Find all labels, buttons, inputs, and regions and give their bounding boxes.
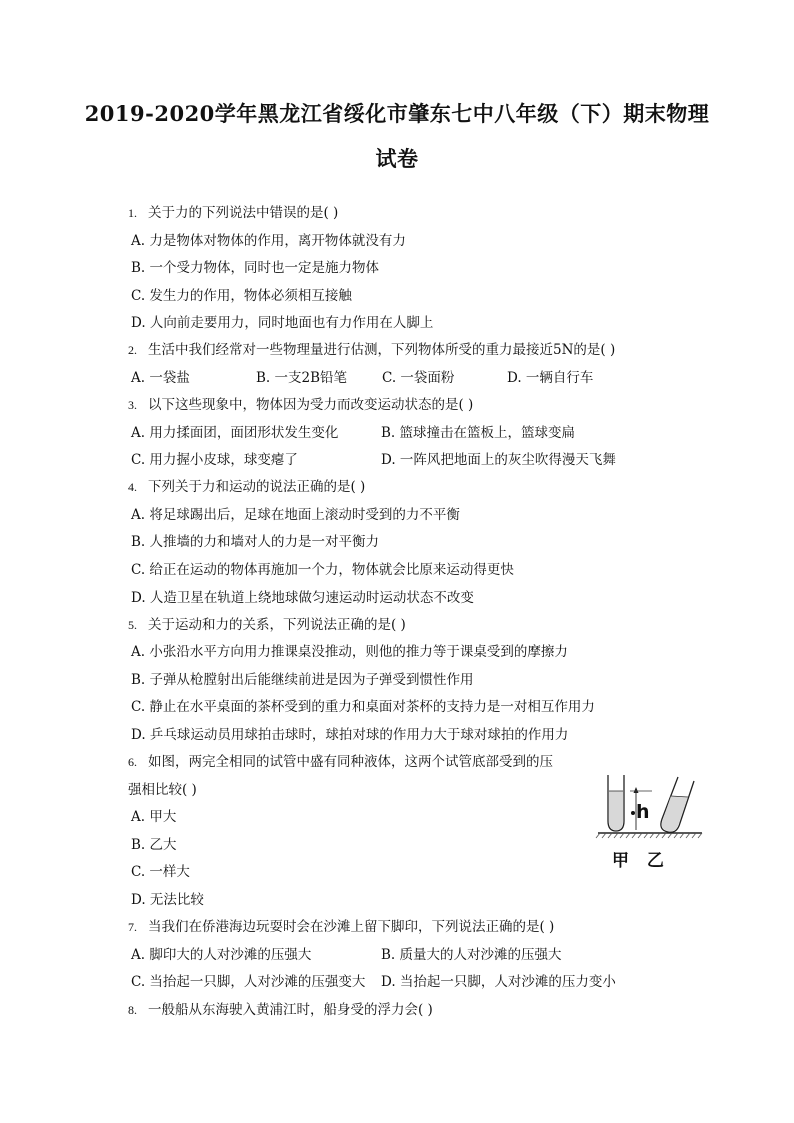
page-title-line2: 试卷	[375, 146, 419, 171]
option-3b: B. 篮球撞击在篮板上，篮球变扁	[381, 425, 576, 441]
option-7a: A. 脚印大的人对沙滩的压强大	[131, 947, 312, 963]
question-number: 8.	[128, 1003, 137, 1017]
height-label: h	[636, 801, 650, 823]
question-7-stem	[128, 918, 554, 936]
question-2-stem	[128, 341, 615, 359]
question-1-stem	[128, 204, 338, 222]
option-1d: D. 人向前走要用力，同时地面也有力作用在人脚上	[131, 315, 434, 331]
question-text: 生活中我们经常对一些物理量进行估测，下列物体所受的重力最接近5N的是( )	[148, 342, 616, 358]
option-7c: C. 当抬起一只脚，人对沙滩的压强变大	[131, 974, 366, 990]
option-2d: D. 一辆自行车	[507, 370, 594, 386]
option-2a: A. 一袋盐	[131, 370, 190, 386]
question-text: 下列关于力和运动的说法正确的是( )	[148, 479, 366, 495]
question-number: 5.	[128, 618, 137, 632]
question-text: 以下这些现象中，物体因为受力而改变运动状态的是( )	[148, 397, 474, 413]
question-6-stem-cont: 强相比较( )	[128, 782, 197, 798]
question-3-stem	[128, 396, 473, 414]
question-text: 关于力的下列说法中错误的是( )	[148, 205, 339, 221]
option-1a: A. 力是物体对物体的作用，离开物体就没有力	[131, 233, 406, 249]
question-number: 1.	[128, 206, 137, 220]
question-5-stem	[128, 616, 406, 634]
option-5c: C. 静止在水平桌面的茶杯受到的重力和桌面对茶杯的支持力是一对相互作用力	[131, 699, 595, 715]
question-number: 7.	[128, 920, 137, 934]
option-4b: B. 人推墙的力和墙对人的力是一对平衡力	[131, 534, 380, 550]
option-7d: D. 当抬起一只脚，人对沙滩的压力变小	[381, 974, 616, 990]
question-text: 当我们在侨港海边玩耍时会在沙滩上留下脚印，下列说法正确的是( )	[148, 919, 555, 935]
option-5a: A. 小张沿水平方向用力推课桌没推动，则他的推力等于课桌受到的摩擦力	[131, 644, 568, 660]
tube-labels: 甲 乙	[612, 851, 670, 871]
page-title: 2019-2020学年黑龙江省绥化市肇东七中八年级（下）期末物理	[84, 101, 710, 126]
option-6d: D. 无法比较	[131, 892, 204, 908]
option-6a: A. 甲大	[131, 809, 177, 825]
option-4d: D. 人造卫星在轨道上绕地球做匀速运动时运动状态不改变	[131, 590, 474, 606]
question-number: 6.	[128, 755, 137, 769]
option-2b: B. 一支2B铅笔	[256, 370, 348, 386]
question-text: 关于运动和力的关系，下列说法正确的是( )	[148, 617, 406, 633]
option-2c: C. 一袋面粉	[382, 370, 455, 386]
option-4c: C. 给正在运动的物体再施加一个力，物体就会比原来运动得更快	[131, 562, 514, 578]
option-1b: B. 一个受力物体，同时也一定是施力物体	[131, 260, 380, 276]
question-text: 一般船从东海驶入黄浦江时，船身受的浮力会( )	[148, 1002, 433, 1018]
option-3a: A. 用力揉面团，面团形状发生变化	[131, 425, 339, 441]
option-6b: B. 乙大	[131, 837, 177, 853]
option-1c: C. 发生力的作用，物体必须相互接触	[131, 288, 352, 304]
question-8-stem	[128, 1001, 433, 1019]
option-3c: C. 用力握小皮球，球变瘪了	[131, 452, 298, 468]
question-6-stem	[128, 753, 553, 771]
question-text: 如图，两完全相同的试管中盛有同种液体，这两个试管底部受到的压	[148, 754, 553, 770]
option-4a: A. 将足球踢出后，足球在地面上滚动时受到的力不平衡	[131, 507, 460, 523]
question-number: 4.	[128, 480, 137, 494]
question-4-stem	[128, 478, 365, 496]
option-5d: D. 乒乓球运动员用球拍击球时，球拍对球的作用力大于球对球拍的作用力	[131, 727, 569, 743]
question-number: 2.	[128, 343, 137, 357]
question-number: 3.	[128, 398, 137, 412]
option-3d: D. 一阵风把地面上的灰尘吹得漫天飞舞	[381, 452, 616, 468]
option-6c: C. 一样大	[131, 864, 190, 880]
height-dot	[631, 811, 635, 815]
option-5b: B. 子弹从枪膛射出后能继续前进是因为子弹受到惯性作用	[131, 672, 474, 688]
option-7b: B. 质量大的人对沙滩的压强大	[381, 947, 562, 963]
